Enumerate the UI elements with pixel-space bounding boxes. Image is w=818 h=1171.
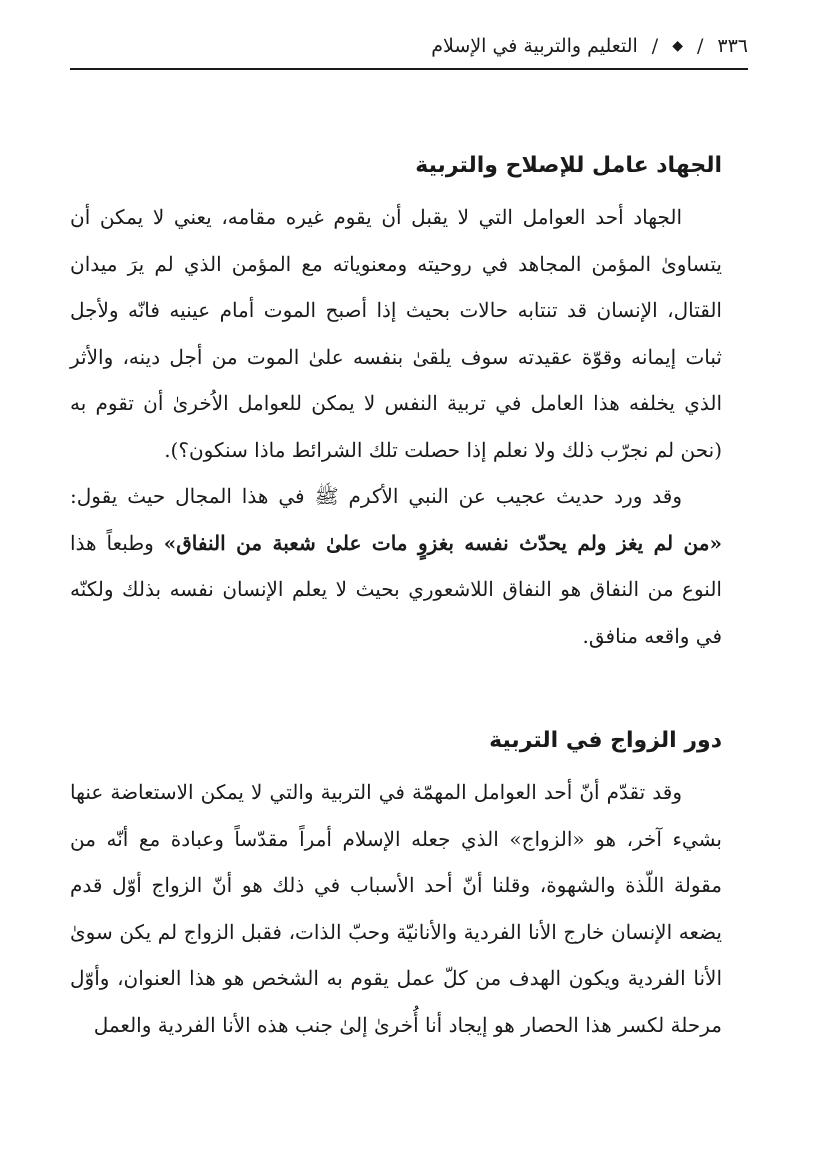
header-divider	[70, 68, 748, 70]
book-title: التعليم والتربية في الإسلام	[431, 35, 638, 57]
paragraph	[70, 473, 722, 659]
section-heading: الجهاد عامل للإصلاح والتربية	[415, 153, 722, 178]
section-heading: دور الزواج في التربية	[489, 728, 722, 753]
paragraph-text: وطبعاً هذا النوع من النفاق هو النفاق اللاشعوري بحيث لا يعلم الإنسان نفسه بذلك ولكنّه في واقعه منافق.	[70, 530, 722, 648]
page-number: ٣٣٦	[717, 35, 748, 57]
paragraph-text: وقد ورد حديث عجيب عن النبي الأكرم ﷺ في هذا المجال حيث يقول:	[70, 484, 682, 508]
header-marker-icon: ◆	[672, 38, 683, 54]
header-separator: /	[696, 35, 704, 57]
paragraph: وقد تقدّم أنّ أحد العوامل المهمّة في التربية والتي لا يمكن الاستعاضة عنها بشيء آخر، هو «الزواج» الذي جعله الإسلام أمراً مقدّساً وعبادة مع أنّه من مقولة اللّذة والشهوة، وقلنا أنّ أحد الأسباب في ذلك هو أنّ الزواج أوّل قدم يضعه الإنسان خارج الأنا الفردية والأنانيّة وحبّ الذات، فقبل الزواج لم يكن سوىٰ الأنا الفردية ويكون الهدف من كلّ عمل يقوم به الشخص هو هذا العنوان، وأوّل مرحلة لكسر هذا الحصار هو إيجاد أنا أُخرىٰ إلىٰ جنب هذه الأنا الفردية والعمل	[70, 780, 722, 1037]
paragraph: الجهاد أحد العوامل التي لا يقبل أن يقوم غيره مقامه، يعني لا يمكن أن يتساوىٰ المؤمن المجاهد في روحيته ومعنوياته مع المؤمن الذي لم يرَ ميدان القتال، الإنسان قد تنتابه حالات بحيث إذا أصبح الموت أمام عينيه فانّه ولأجل ثبات إيمانه وقوّة عقيدته سوف يلقىٰ بنفسه علىٰ الموت من أجل دينه، والأثر الذي يخلفه هذا العامل في تربية النفس لا يمكن للعوامل الاُخرىٰ أن تقوم به (نحن لم نجرّب ذلك ولا نعلم إذا حصلت تلك الشرائط ماذا سنكون؟).	[70, 205, 722, 462]
hadith-quote: «من لم يغز ولم يحدّث نفسه بغزوٍ مات علىٰ شعبة من النفاق»	[163, 530, 722, 555]
page-body	[70, 138, 722, 1048]
running-header	[70, 28, 748, 64]
section-marriage	[70, 713, 722, 1048]
header-separator: /	[651, 35, 659, 57]
section-jihad	[70, 138, 722, 659]
